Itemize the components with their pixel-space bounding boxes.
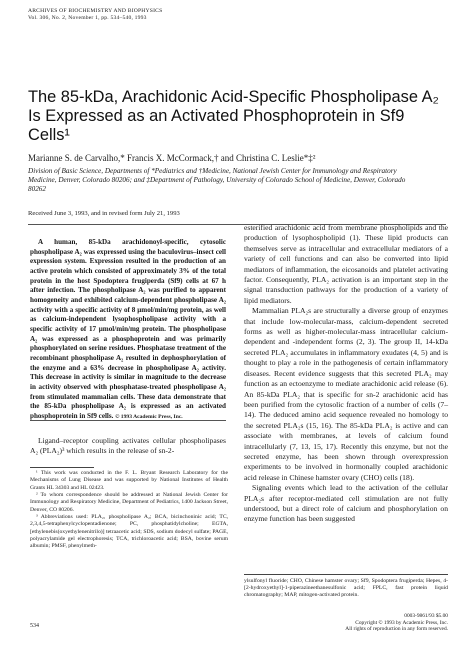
- affiliations: Division of Basic Science, Departments of *Pediatrics and †Medicine, National Jewish Center for Immunology and Respiratory Medicine, Denver, Colorado 80206; and ‡Department of Pathology, University of Colorado School of Medicine, Denver, Colorado 80262: [28, 167, 406, 194]
- copyright-block: [286, 613, 448, 633]
- issn-code: 0003-9861/93 $5.00: [404, 613, 448, 619]
- footnote-3: ³ Abbreviations used: PLA₂, phospholipase A₂; BCA, bicinchoninic acid; TC, 2,3,4,5-tetraphenylcyclopentadienone; PC, phosphatidylcholine; EGTA, [ethylenebis(oxyethylenenitrilo)] tetraacetic acid; SDS, sodium dodecyl sulfate; PAGE, polyacrylamide gel electrophoresis; TCA, trichloroacetic acid; BSA, bovine serum albumin; PMSF, phenylmeth-: [30, 514, 228, 550]
- abstract-copyright: © 1993 Academic Press, Inc.: [115, 413, 183, 420]
- author-list: Marianne S. de Carvalho,* Francis X. McCormack,† and Christina C. Leslie*‡²: [28, 153, 316, 163]
- right-paragraph-3: Signaling events which lead to the activation of the cellular PLA₂s after receptor-mediated cell stimulation are not fully understood, but a direct role of calcium and phosphorylation on enzyme function has been suggested: [244, 483, 448, 524]
- right-footnote-divider: [244, 574, 448, 575]
- footnote-divider: [30, 467, 94, 468]
- right-paragraph-2: Mammalian PLA₂s are structurally a diverse group of enzymes that include low-molecular-mass, calcium-dependent secreted forms as well as higher-molecular-mass intracellular calcium-dependent and -independent forms (2, 3). The group II, 14-kDa secreted PLA₂ accumulates in inflammatory exudates (4, 5) and is thought to play a role in the pathogenesis of certain inflammatory diseases. Recent evidence suggests that this secreted PLA₂ may function as an ectoenzyme to mediate arachidonic acid release (6). An 85-kDa PLA₂ that is specific for sn-2 arachidonic acid has been purified from the cytosolic fraction of a number of cells (7–14). The deduced amino acid sequence revealed no homology to the secreted PLA₂s (15, 16). The 85-kDa PLA₂ is active and can associate with membranes, at levels of calcium found intracellularly (7, 13, 15, 17). Recently this enzyme, but not the secreted enzyme, has been shown through overexpression experiments to be involved in hormonally coupled arachidonic acid release in Chinese hamster ovary (CHO) cells (18).: [244, 306, 448, 482]
- footnote-2: ² To whom correspondence should be addressed at National Jewish Center for Immunology and Respiratory Medicine, Department of Pediatrics, 1400 Jackson Street, Denver, CO 80206.: [30, 492, 228, 513]
- abstract-text: A human, 85-kDa arachidonoyl-specific, cytosolic phospholipase A₂ was expressed using the baculovirus–insect cell expression system. Expression resulted in the production of an active protein which consisted of approximately 3% of the total protein in the host Spodoptera frugiperda (Sf9) cells at 67 h after infection. The phospholipase A₂ was purified to apparent homogeneity and exhibited calcium-dependent phospholipase A₂ activity with a specific activity of 8 μmol/min/mg protein, as well as calcium-independent lysophospholipase activity with a specific activity of 17 μmol/min/mg protein. The phospholipase A₂ was expressed as a phosphoprotein and was primarily phosphorylated on serine residues. Phosphatase treatment of the recombinant phospholipase A₂ resulted in dephosphorylation of the enzyme and a 63% decrease in phospholipase A₂ activity. This decrease in activity is similar in magnitude to the decrease in activity observed with phosphatase-treated phospholipase A₂ from stimulated mammalian cells. These data demonstrate that the 85-kDa phospholipase A₂ is expressed as an activated phosphoprotein in Sf9 cells.: [30, 238, 226, 420]
- abstract-divider: [30, 420, 226, 421]
- journal-name: ARCHIVES OF BIOCHEMISTRY AND BIOPHYSICS: [28, 8, 163, 14]
- received-dates: Received June 3, 1993, and in revised form July 21, 1993: [28, 210, 180, 217]
- footnotes: [30, 470, 228, 551]
- right-paragraph-1: esterified arachidonic acid from membrane phospholipids and the production of lysophospholipid (1). These lipid products can themselves serve as intracellular and extracellular mediators of a variety of cell functions and can also be converted into lipid mediators of inflammation, the eicosanoids and platelet activating factor. Consequently, PLA₂ activation is an important step in the signal transduction pathways for the production of a variety of lipid mediators.: [244, 223, 448, 305]
- copyright-line: Copyright © 1993 by Academic Press, Inc.: [355, 619, 448, 626]
- rights-line: All rights of reproduction in any form reserved.: [345, 626, 448, 633]
- article-title: The 85-kDa, Arachidonic Acid-Specific Phospholipase A₂ Is Expressed as an Activated Phosphoprotein in Sf9 Cells¹: [28, 88, 439, 144]
- right-column: [244, 223, 448, 525]
- page-number: 534: [30, 623, 39, 629]
- intro-paragraph: Ligand–receptor coupling activates cellular phospholipases A₂ (PLA₂)³ which results in the release of sn-2-: [30, 436, 226, 456]
- abstract: [30, 238, 226, 422]
- journal-header: [28, 8, 162, 23]
- footnote-1: ¹ This work was conducted in the F. L. Bryant Research Laboratory for the Mechanisms of Lung Disease and was supported by National Institutes of Health Grants HL 34303 and HL 02423.: [30, 470, 228, 491]
- journal-issue: Vol. 306, No. 2, November 1, pp. 534–540, 1993: [28, 15, 147, 22]
- right-footnote: ylsulfonyl fluoride; CHO, Chinese hamster ovary; Sf9, Spodoptera frugiperda; Hepes, 4-[2-hydroxyethyl]-1-piperazineethanesulfonic acid; FPLC, fast protein liquid chromatography; MAP, mitogen-activated protein.: [244, 578, 448, 599]
